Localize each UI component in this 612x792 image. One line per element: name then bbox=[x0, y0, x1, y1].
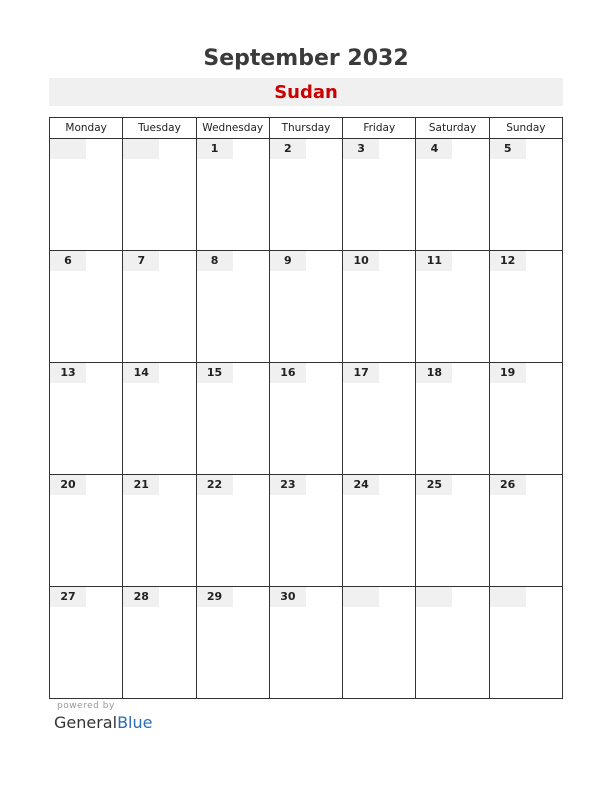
weekday-header: Thursday bbox=[269, 118, 342, 139]
day-cell bbox=[269, 475, 342, 587]
day-cell bbox=[123, 587, 196, 699]
day-number-blank bbox=[343, 587, 379, 607]
day-cell bbox=[123, 139, 196, 251]
week-row bbox=[50, 363, 563, 475]
day-cell bbox=[50, 251, 123, 363]
day-number: 22 bbox=[197, 475, 233, 495]
weekday-header: Monday bbox=[50, 118, 123, 139]
day-cell bbox=[343, 251, 416, 363]
day-number: 9 bbox=[270, 251, 306, 271]
day-number: 3 bbox=[343, 139, 379, 159]
country-banner bbox=[49, 78, 563, 106]
day-cell bbox=[489, 475, 562, 587]
day-number: 15 bbox=[197, 363, 233, 383]
day-number: 14 bbox=[123, 363, 159, 383]
weekday-header: Sunday bbox=[489, 118, 562, 139]
day-number: 19 bbox=[490, 363, 526, 383]
day-number: 16 bbox=[270, 363, 306, 383]
day-number: 18 bbox=[416, 363, 452, 383]
day-number: 11 bbox=[416, 251, 452, 271]
day-cell bbox=[196, 251, 269, 363]
day-cell bbox=[416, 363, 489, 475]
day-cell bbox=[343, 587, 416, 699]
week-row bbox=[50, 587, 563, 699]
day-number: 1 bbox=[197, 139, 233, 159]
day-cell bbox=[50, 139, 123, 251]
day-cell bbox=[489, 363, 562, 475]
day-cell bbox=[50, 363, 123, 475]
day-number-blank bbox=[50, 139, 86, 159]
day-number: 20 bbox=[50, 475, 86, 495]
day-number-blank bbox=[123, 139, 159, 159]
country-name: Sudan bbox=[274, 82, 338, 103]
day-cell bbox=[416, 251, 489, 363]
brand-general: General bbox=[54, 713, 118, 732]
week-row bbox=[50, 251, 563, 363]
day-number: 5 bbox=[490, 139, 526, 159]
calendar-grid bbox=[49, 117, 563, 699]
day-number: 12 bbox=[490, 251, 526, 271]
day-cell bbox=[269, 587, 342, 699]
day-cell bbox=[343, 363, 416, 475]
brand-blue: Blue bbox=[117, 713, 153, 732]
day-cell bbox=[269, 139, 342, 251]
day-cell bbox=[196, 475, 269, 587]
day-cell bbox=[123, 363, 196, 475]
day-number: 25 bbox=[416, 475, 452, 495]
day-cell bbox=[50, 587, 123, 699]
day-number: 2 bbox=[270, 139, 306, 159]
weekday-header: Friday bbox=[343, 118, 416, 139]
powered-by-label: powered by bbox=[57, 701, 115, 711]
day-cell bbox=[489, 251, 562, 363]
day-number: 26 bbox=[490, 475, 526, 495]
day-cell bbox=[343, 475, 416, 587]
day-number: 10 bbox=[343, 251, 379, 271]
brand-logo bbox=[54, 713, 152, 732]
weekday-header-row bbox=[50, 118, 563, 139]
day-number: 27 bbox=[50, 587, 86, 607]
day-number: 23 bbox=[270, 475, 306, 495]
day-number: 6 bbox=[50, 251, 86, 271]
day-number: 7 bbox=[123, 251, 159, 271]
day-number: 28 bbox=[123, 587, 159, 607]
day-number: 8 bbox=[197, 251, 233, 271]
day-cell bbox=[489, 587, 562, 699]
day-cell bbox=[196, 587, 269, 699]
weekday-header: Wednesday bbox=[196, 118, 269, 139]
day-number: 21 bbox=[123, 475, 159, 495]
day-cell bbox=[269, 251, 342, 363]
day-cell bbox=[196, 139, 269, 251]
day-cell bbox=[416, 587, 489, 699]
week-row bbox=[50, 139, 563, 251]
day-number-blank bbox=[416, 587, 452, 607]
weekday-header: Saturday bbox=[416, 118, 489, 139]
day-cell bbox=[196, 363, 269, 475]
day-number-blank bbox=[490, 587, 526, 607]
page-title: September 2032 bbox=[203, 46, 409, 71]
day-cell bbox=[416, 475, 489, 587]
day-number: 4 bbox=[416, 139, 452, 159]
day-number: 30 bbox=[270, 587, 306, 607]
day-cell bbox=[123, 475, 196, 587]
day-cell bbox=[50, 475, 123, 587]
weekday-header: Tuesday bbox=[123, 118, 196, 139]
day-number: 13 bbox=[50, 363, 86, 383]
day-number: 24 bbox=[343, 475, 379, 495]
day-cell bbox=[269, 363, 342, 475]
day-cell bbox=[489, 139, 562, 251]
week-row bbox=[50, 475, 563, 587]
day-cell bbox=[343, 139, 416, 251]
day-cell bbox=[123, 251, 196, 363]
day-number: 17 bbox=[343, 363, 379, 383]
day-number: 29 bbox=[197, 587, 233, 607]
day-cell bbox=[416, 139, 489, 251]
